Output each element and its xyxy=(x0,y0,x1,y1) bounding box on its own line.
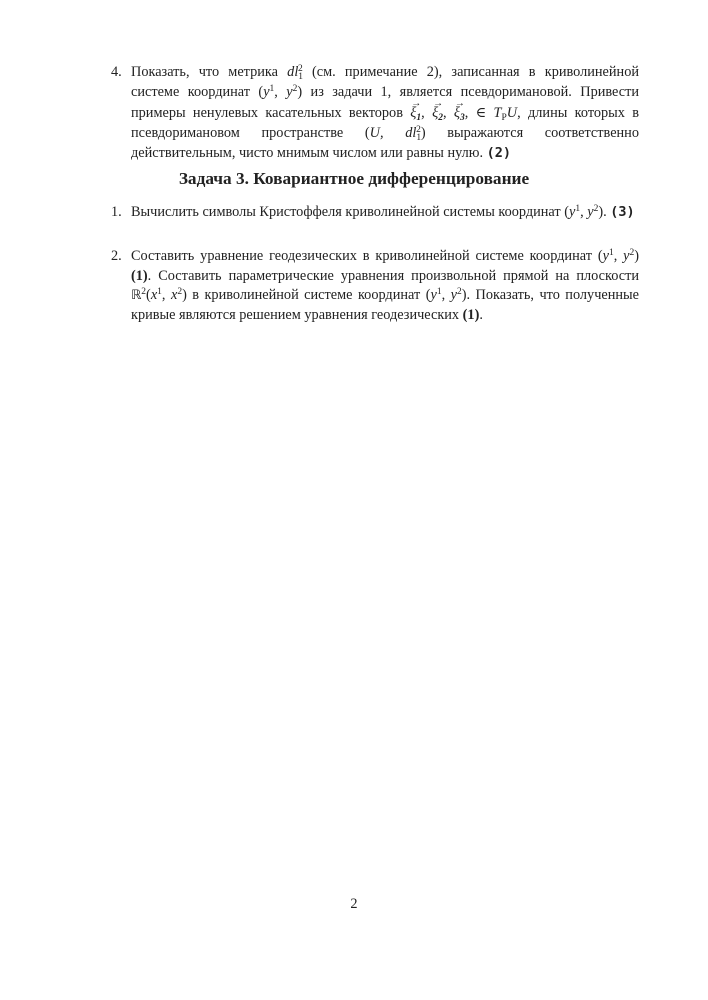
text-segment: (см. примечание 2), записанная в криволинейной системе координат xyxy=(131,64,639,101)
item-text xyxy=(131,203,639,223)
points-label: (1) xyxy=(131,268,148,285)
points-label: (3) xyxy=(610,204,635,220)
formula-dl1-squared: $dl_1^2$ xyxy=(287,64,304,82)
text-segment: . xyxy=(479,306,483,323)
text-segment: в криволинейной системе координат xyxy=(186,286,426,303)
text-segment: Составить уравнение геодезических в криволинейной системе координат xyxy=(131,248,598,264)
item-number: 1. xyxy=(111,204,122,220)
text-segment: из задачи 1, является псевдоримановой. Привести примеры ненулевых касательных векторов xyxy=(131,84,639,121)
text-segment: Показать, что метрика xyxy=(131,64,288,80)
formula-coords: ($y^1$, $y^2$) xyxy=(258,84,303,101)
item-number: 4. xyxy=(111,64,122,80)
item-text xyxy=(131,63,639,162)
formula-coords: ($y^1$, $y^2$) xyxy=(425,286,467,303)
formula-coords: ($y^1$, $y^2$) xyxy=(564,204,604,220)
formula-vectors: ξ → $_1$, ξ → $_2$, ξ → $_3$, ∈ $T_PU$, xyxy=(410,97,521,123)
problem-item-1 xyxy=(111,203,639,223)
text-segment: . Составить параметрические уравнения произвольной прямой на плоскости xyxy=(147,268,639,285)
points-label: (1) xyxy=(462,306,480,323)
item-text xyxy=(131,247,639,324)
formula-plane: $ℝ^2(x^1$, $x^2$) xyxy=(131,286,187,303)
points-label: (2) xyxy=(486,145,511,162)
item-number: 2. xyxy=(111,248,122,264)
page-number: 2 xyxy=(350,896,358,912)
text-segment: длины которых в псевдоримановом пространстве xyxy=(131,104,640,141)
text-segment: Вычислить символы Кристоффеля криволинейной системы координат xyxy=(131,204,565,220)
problem-item-2 xyxy=(111,247,639,324)
formula-space: (U, $dl_1^2$) xyxy=(364,124,426,143)
problem-item-4 xyxy=(111,63,639,162)
text-segment: . xyxy=(603,204,611,220)
formula-coords: ($y^1$, $y^2$) xyxy=(597,248,639,264)
text-segment: . Показать, что полученные кривые являются решением уравнения геодезических xyxy=(131,286,639,323)
section-title: Задача 3. Ковариантное дифференцирование xyxy=(178,169,530,188)
text-segment: выражаются соответственно действительным, чисто мнимым числом или равны нулю. xyxy=(131,124,639,162)
